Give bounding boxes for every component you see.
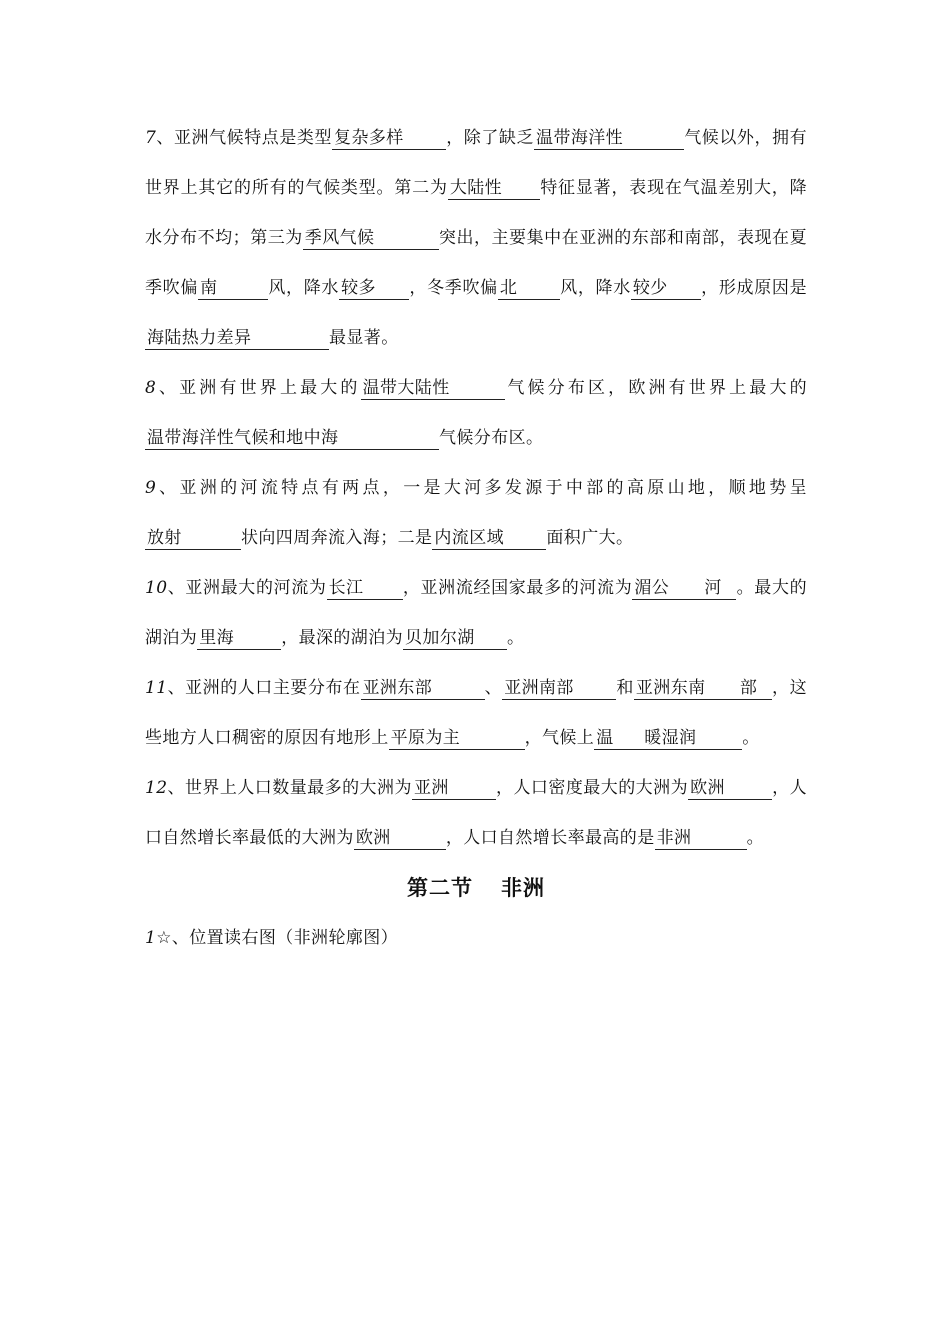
question-text: 、亚洲的河流特点有两点，一是大河多发源于中部的高原山地，顺地势呈	[156, 478, 807, 498]
question-12	[145, 763, 807, 863]
question-text: 、亚洲气候特点是类型	[156, 128, 333, 148]
section-title-name: 非洲	[501, 876, 545, 900]
answer-blank: 湄公	[632, 577, 702, 600]
answer-blank: 温带海洋性	[534, 127, 684, 150]
question-text: 突出，主要集中在亚洲的东部和南部，表现在夏季吹偏	[145, 228, 807, 298]
question-text: 最显著。	[329, 328, 399, 348]
answer-blank: 海陆热力差异	[145, 327, 329, 350]
question-9	[145, 463, 807, 563]
answer-blank: 部	[738, 677, 772, 700]
answer-blank: 内流区域	[432, 527, 546, 550]
question-text: 、亚洲最大的河流为	[167, 578, 327, 598]
question-text: ，最深的湖泊为	[281, 628, 404, 648]
answer-blank: 平原为主	[389, 727, 525, 750]
question-text: 、位置读右图（非洲轮廓图）	[171, 928, 399, 948]
answer-blank: 温带大陆性	[361, 377, 505, 400]
question-text: 、	[484, 678, 503, 698]
answer-blank: 复杂多样	[332, 127, 446, 150]
question-text: 。	[507, 628, 525, 648]
answer-blank: 里海	[197, 627, 281, 650]
answer-blank: 温带海洋性气候和地中海	[145, 427, 439, 450]
question-text: 。最大的湖泊为	[145, 578, 807, 648]
question-10	[145, 563, 807, 663]
answer-blank: 较少	[631, 277, 701, 300]
answer-blank: 北	[498, 277, 560, 300]
question-text: ，人口密度最大的大洲为	[495, 778, 689, 798]
answer-blank: 河	[702, 577, 736, 600]
answer-blank: 欧洲	[354, 827, 446, 850]
question-text: ，气候上	[524, 728, 595, 748]
question-text: 、世界上人口数量最多的大洲为	[167, 778, 412, 798]
answer-blank: 长江	[327, 577, 403, 600]
answer-blank: 大陆性	[448, 177, 540, 200]
question-11	[145, 663, 807, 763]
question-text: 、亚洲有世界上最大的	[156, 378, 361, 398]
answer-blank: 非洲	[655, 827, 747, 850]
question-1	[145, 913, 807, 963]
answer-blank: 季风气候	[303, 227, 439, 250]
question-text: 和	[616, 678, 634, 698]
answer-blank: 亚洲南部	[502, 677, 616, 700]
question-text: 。	[742, 728, 760, 748]
question-text: ，人口自然增长率最高的是	[445, 828, 655, 848]
answer-blank: 南	[198, 277, 268, 300]
answer-blank: 贝加尔湖	[403, 627, 507, 650]
question-text: 面积广大。	[546, 528, 634, 548]
question-text: 风，降水	[268, 278, 340, 298]
question-text: ，这些地方人口稠密的原因有地形上	[145, 678, 807, 748]
question-text: 气候以外，拥有世界上其它的所有的气候类型。第二为	[145, 128, 808, 198]
question-number: 7	[145, 128, 157, 148]
question-text: ，除了缺乏	[446, 128, 535, 148]
question-8	[145, 363, 807, 463]
question-text: 状向四周奔流入海；二是	[241, 528, 433, 548]
question-text: ，亚洲流经国家最多的河流为	[402, 578, 633, 598]
answer-blank: 放射	[145, 527, 241, 550]
question-text: 特征显著，表现在气温差别大，降水分布不均；第三为	[145, 178, 807, 248]
answer-blank: 温	[594, 727, 642, 750]
question-number: 1	[145, 928, 157, 948]
question-number: 10	[145, 578, 168, 598]
section-title-number: 第二节	[407, 876, 473, 900]
answer-blank: 亚洲	[412, 777, 496, 800]
question-number: 11	[145, 678, 168, 698]
document-body	[145, 113, 807, 963]
answer-blank: 亚洲东南	[634, 677, 738, 700]
question-text: ，人口自然增长率最低的大洲为	[145, 778, 807, 848]
question-text: ，形成原因是	[700, 278, 808, 298]
question-number: 12	[145, 778, 168, 798]
question-text: ，冬季吹偏	[409, 278, 498, 298]
question-number: 9	[145, 478, 157, 498]
answer-blank: 暖湿润	[642, 727, 742, 750]
section-title	[145, 863, 807, 913]
answer-blank: 亚洲东部	[361, 677, 485, 700]
question-text: 风，降水	[559, 278, 631, 298]
question-text: 气候分布区。	[439, 428, 544, 448]
question-text: 气候分布区，欧洲有世界上最大的	[504, 378, 808, 398]
star-icon: ☆	[156, 928, 172, 948]
question-text: 。	[746, 828, 765, 848]
question-text: 、亚洲的人口主要分布在	[167, 678, 361, 698]
question-7	[145, 113, 807, 363]
answer-blank: 欧洲	[688, 777, 772, 800]
question-number: 8	[145, 378, 157, 398]
answer-blank: 较多	[339, 277, 409, 300]
